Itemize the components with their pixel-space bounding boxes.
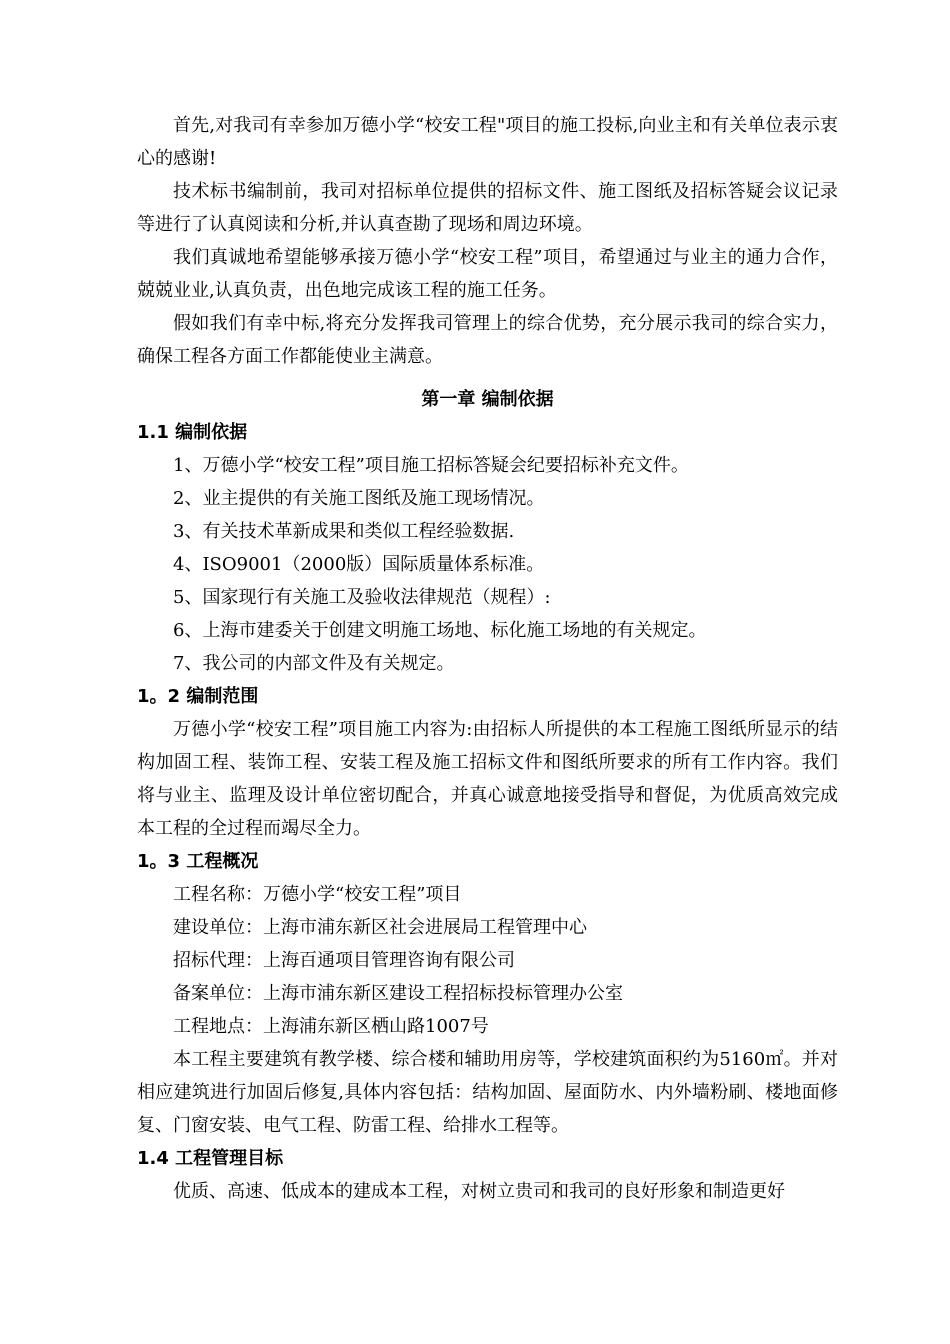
section-heading-1-3: 1。3 工程概况 (137, 851, 259, 872)
section-heading-1-1: 1.1 编制依据 (137, 422, 248, 443)
basis-item-1: 1、万德小学“校安工程”项目施工招标答疑会纪要招标补充文件。 (173, 455, 689, 476)
section-heading-1-4: 1.4 工程管理目标 (137, 1148, 284, 1169)
section-heading-1-2: 1。2 编制范围 (137, 686, 259, 707)
basis-item-5: 5、国家现行有关施工及验收法律规范（规程）: (173, 587, 551, 608)
intro-paragraph-4: 假如我们有幸中标,将充分发挥我司管理上的综合优势，充分展示我司的综合实力，确保工程各方面工作都能使业主满意。 (137, 313, 838, 367)
basis-item-3: 3、有关技术革新成果和类似工程经验数据. (173, 521, 515, 542)
document-page (137, 109, 838, 1208)
construction-unit: 建设单位：上海市浦东新区社会进展局工程管理中心 (173, 917, 587, 938)
chapter-title: 第一章 编制依据 (421, 389, 554, 410)
overview-paragraph: 本工程主要建筑有教学楼、综合楼和辅助用房等，学校建筑面积约为5160㎡。并对相应建筑进行加固后修复,具体内容包括：结构加固、屋面防水、内外墙粉刷、楼地面修复、门窗安装、电气工程、防雷工程、给排水工程等。 (137, 1049, 838, 1136)
basis-item-4: 4、ISO9001（2000版）国际质量体系标准。 (173, 554, 545, 575)
intro-paragraph-1: 首先,对我司有幸参加万德小学“校安工程"项目的施工投标,向业主和有关单位表示衷心的感谢! (137, 115, 838, 169)
project-location: 工程地点：上海浦东新区栖山路1007号 (173, 1016, 489, 1037)
intro-paragraph-3: 我们真诚地希望能够承接万德小学“校安工程”项目，希望通过与业主的通力合作，兢兢业业,认真负责，出色地完成该工程的施工任务。 (137, 247, 838, 301)
management-goal-paragraph: 优质、高速、低成本的建成本工程，对树立贵司和我司的良好形象和制造更好 (173, 1181, 785, 1202)
intro-paragraph-2: 技术标书编制前，我司对招标单位提供的招标文件、施工图纸及招标答疑会议记录等进行了认真阅读和分析,并认真查勘了现场和周边环境。 (137, 181, 838, 235)
basis-item-7: 7、我公司的内部文件及有关规定。 (173, 653, 455, 674)
project-name: 工程名称：万德小学“校安工程”项目 (173, 884, 462, 905)
basis-item-6: 6、上海市建委关于创建文明施工场地、标化施工场地的有关规定。 (173, 620, 707, 641)
filing-unit: 备案单位：上海市浦东新区建设工程招标投标管理办公室 (173, 983, 623, 1004)
basis-item-2: 2、业主提供的有关施工图纸及施工现场情况。 (173, 488, 545, 509)
scope-paragraph: 万德小学“校安工程”项目施工内容为:由招标人所提供的本工程施工图纸所显示的结构加固工程、装饰工程、安装工程及施工招标文件和图纸所要求的所有工作内容。我们将与业主、监理及设计单位密切配合，并真心诚意地接受指导和督促，为优质高效完成本工程的全过程而竭尽全力。 (137, 719, 838, 839)
bidding-agent: 招标代理：上海百通项目管理咨询有限公司 (173, 950, 515, 971)
